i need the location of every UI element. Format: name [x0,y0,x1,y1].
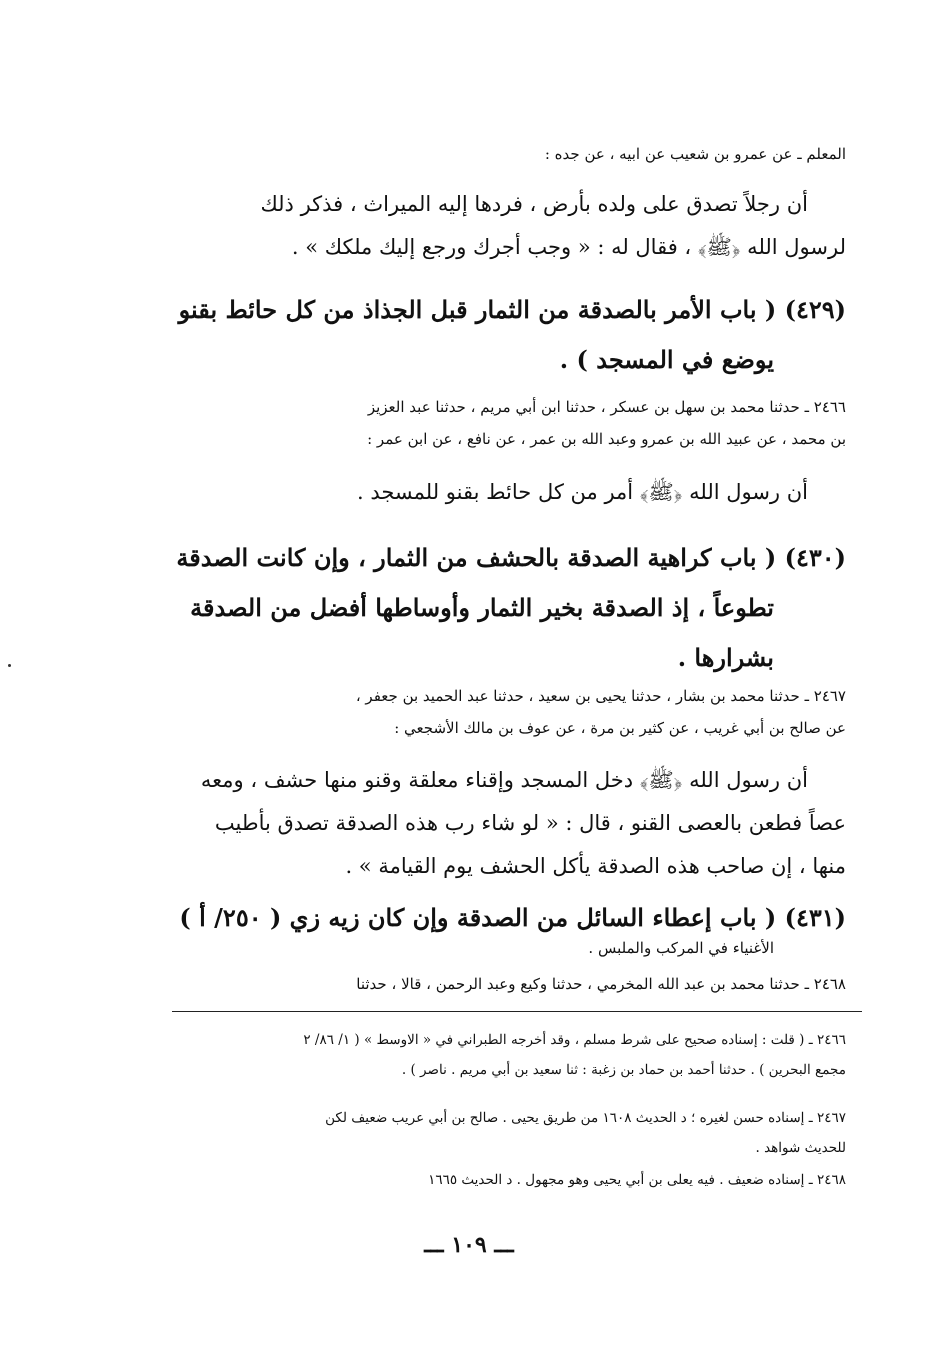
hadith-text-2467 [168,759,846,888]
text-line: المعلم ـ عن عمرو بن شعيب عن ابيه ، عن جده : [544,145,846,163]
isnad-2467 [168,680,846,744]
text-line: ٢٤٦٧ ـ حدثنا محمد بن بشار ، حدثنا يحيى بن سعيد ، حدثنا عبد الحميد بن جعفر ، [355,687,846,705]
continuation-line [168,138,846,170]
text-line: أن رسول الله ﴿ﷺ﴾ دخل المسجد وإقناء معلقة وقنو منها حشف ، ومعه [200,768,808,792]
heading-line: الأغنياء في المركب والملبس . [588,939,774,957]
hadith-text-2466 [168,471,846,514]
isnad-2466 [168,391,846,455]
text-line: ٢٤٦٨ ـ حدثنا محمد بن عبد الله المخرمي ، حدثنا وكيع وعبد الرحمن ، قالا ، حدثنا [356,975,846,993]
heading-line: (٤٣٠) ( باب كراهية الصدقة بالحشف من الثمار ، وإن كانت الصدقة [176,543,846,572]
text-line: منها ، إن صاحب هذه الصدقة يأكل الحشف يوم القيامة » . [345,854,846,878]
footnote-2466 [168,1025,846,1085]
chapter-heading-431 [168,895,846,941]
footnote-line: للحديث شواهد . [755,1140,846,1156]
footnote-divider [172,1011,862,1012]
text-line: بن محمد ، عن عبيد الله بن عمرو وعبد الله بن عمر ، عن نافع ، عن ابن عمر : [367,430,846,448]
text-line: أن رجلاً تصدق على ولده بأرض ، فردها إليه الميراث ، فذكر ذلك [260,192,808,216]
heading-line: (٤٣١) ( باب إعطاء السائل من الصدقة وإن كان زيه زي ( ٢٥٠/ أ ) [179,903,846,932]
footnote-line: ٢٤٦٨ ـ إسناده ضعيف . فيه يعلى بن أبي يحيى وهو مجهول . د الحديث ١٦٦٥ [428,1172,846,1188]
hadith-text-2465 [168,183,846,269]
page-number: ـــ ١٠٩ ـــ [424,1232,514,1258]
chapter-heading-431-cont [168,937,846,959]
footnote-2467 [168,1103,846,1163]
footnote-line: ٢٤٦٦ ـ ( قلت : إسناده صحيح على شرط مسلم ، وقد أخرجه الطبراني في « الاوسط » ( ١/ ٨٦/ ٢ [303,1032,846,1048]
scan-speck [8,664,11,667]
text-line: عن صالح بن أبي غريب ، عن كثير بن مرة ، عن عوف بن مالك الأشجعي : [394,719,846,737]
footnote-line: مجمع البحرين ) . حدثنا أحمد بن حماد بن زغبة : ثنا سعيد بن أبي مريم . ناصر ) . [401,1062,846,1078]
text-line: ٢٤٦٦ ـ حدثنا محمد بن سهل بن عسكر ، حدثنا ابن أبي مريم ، حدثنا عبد العزيز [367,398,846,416]
heading-line: يوضع في المسجد ) . [559,345,774,374]
chapter-heading-429 [168,285,846,385]
chapter-heading-430 [168,533,846,683]
footnote-line: ٢٤٦٧ ـ إسناده حسن لغيره ؛ د الحديث ١٦٠٨ من طريق يحيى . صالح بن أبي عريب ضعيف لكن [325,1110,846,1126]
heading-line: تطوعاً ، إذ الصدقة بخير الثمار وأوساطها أفضل من الصدقة [190,593,774,622]
text-line: لرسول الله ﴿ﷺ﴾ ، فقال له : « وجب أجرك ورجع إليك ملكك » . [291,235,846,259]
text-line: عصاً فطعن بالعصى القنو ، قال : « لو شاء رب هذه الصدقة تصدق بأطيب [214,811,846,835]
footnote-2468 [168,1165,846,1195]
heading-line: بشرارها . [677,643,774,672]
heading-line: (٤٢٩) ( باب الأمر بالصدقة من الثمار قبل الجذاذ من كل حائط بقنو [178,295,846,324]
text-line: أن رسول الله ﴿ﷺ﴾ أمر من كل حائط بقنو للمسجد . [356,480,808,504]
isnad-2468 [168,968,846,1000]
